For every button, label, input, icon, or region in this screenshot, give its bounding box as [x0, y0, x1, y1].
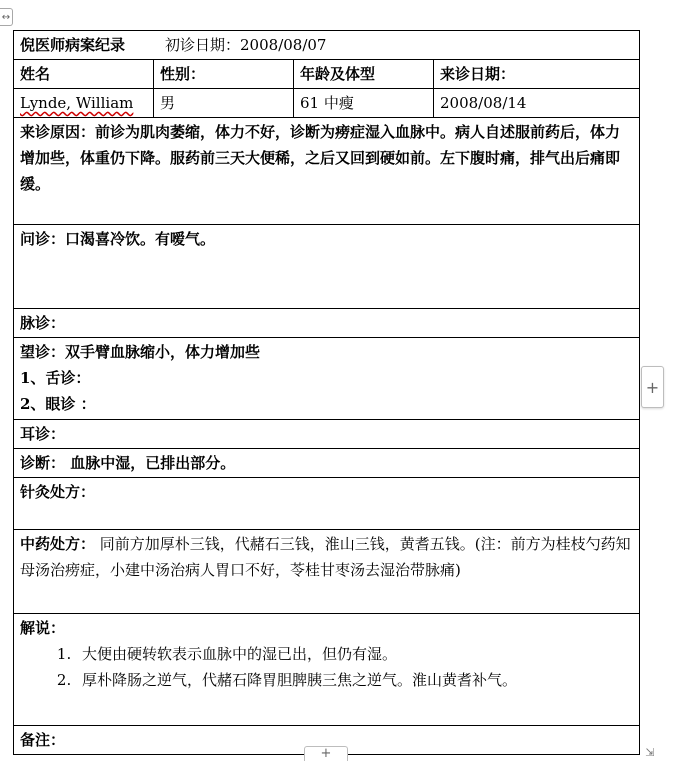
visit-date-label[interactable]: 来诊日期： — [434, 60, 640, 89]
herbal-text: 同前方加厚朴三钱，代赭石三钱，淮山三钱，黄耆五钱。(注：前方为桂枝勺药知母汤治痨症，小建中汤治病人胃口不好，苓桂甘枣汤去湿治带脉痛) — [20, 535, 631, 579]
plus-icon: + — [320, 746, 332, 761]
patient-label-row — [14, 60, 640, 89]
inquiry[interactable]: 问诊：口渴喜冷饮。有嗳气。 — [14, 225, 640, 309]
inquiry-row — [14, 225, 640, 309]
explanation-item: 1. 大便由硬转软表示血脉中的湿已出，但仍有湿。 — [76, 641, 633, 667]
explanation-cell[interactable] — [14, 614, 640, 726]
eye-diagnosis: 2、眼诊 ： — [20, 395, 96, 413]
resize-icon: ⇲ — [645, 745, 655, 759]
reason-row — [14, 118, 640, 225]
acupuncture-prescription[interactable]: 针灸处方： — [14, 478, 640, 530]
patient-value-row — [14, 89, 640, 118]
diagnosis-row — [14, 449, 640, 478]
patient-visit-date[interactable]: 2008/08/14 — [434, 89, 640, 118]
herbal-prescription[interactable] — [14, 530, 640, 614]
observation-row — [14, 338, 640, 420]
explanation-list — [20, 641, 633, 693]
ear-row — [14, 420, 640, 449]
patient-gender[interactable]: 男 — [154, 89, 294, 118]
name-label[interactable]: 姓名 — [14, 60, 154, 89]
patient-age-body[interactable]: 61 中瘦 — [294, 89, 434, 118]
observation-cell[interactable] — [14, 338, 640, 420]
patient-name: Lynde, William — [20, 94, 134, 112]
pulse-row — [14, 309, 640, 338]
move-icon: ↔ — [1, 11, 11, 23]
observation: 望诊：双手臂血脉缩小，体力增加些 — [20, 343, 261, 361]
table-move-handle[interactable] — [0, 8, 13, 26]
gender-label[interactable]: 性别： — [154, 60, 294, 89]
diagnosis[interactable]: 诊断： 血脉中湿，已排出部分。 — [14, 449, 640, 478]
tongue-diagnosis: 1、舌诊： — [20, 369, 91, 387]
pulse-diagnosis[interactable]: 脉诊： — [14, 309, 640, 338]
herbal-label: 中药处方： — [20, 535, 96, 553]
age-body-label[interactable]: 年龄及体型 — [294, 60, 434, 89]
medical-record-table — [13, 30, 640, 755]
ear-diagnosis[interactable]: 耳诊： — [14, 420, 640, 449]
explanation-item: 2. 厚朴降肠之逆气，代赭石降胃胆脾胰三焦之逆气。淮山黄耆补气。 — [76, 667, 633, 693]
visit-reason[interactable]: 来诊原因：前诊为肌肉萎缩，体力不好，诊断为痨症湿入血脉中。病人自述服前药后，体力增加些，体重仍下降。服药前三天大便稀，之后又回到硬如前。左下腹时痛，排气出后痛即缓。 — [14, 118, 640, 225]
acupuncture-row — [14, 478, 640, 530]
explanation-label: 解说： — [20, 619, 66, 637]
first-visit-date: 初诊日期：2008/08/07 — [165, 36, 327, 54]
title-cell[interactable] — [14, 31, 640, 60]
add-column-button[interactable] — [304, 746, 348, 761]
herbal-row — [14, 530, 640, 614]
patient-name-cell[interactable] — [14, 89, 154, 118]
plus-icon: + — [645, 377, 660, 397]
table-resize-handle[interactable] — [641, 746, 659, 758]
explanation-row — [14, 614, 640, 726]
title-row — [14, 31, 640, 60]
remarks[interactable]: 备注： — [14, 726, 640, 755]
add-row-button[interactable] — [641, 366, 664, 408]
record-title: 倪医师病案纪录 — [20, 36, 126, 54]
